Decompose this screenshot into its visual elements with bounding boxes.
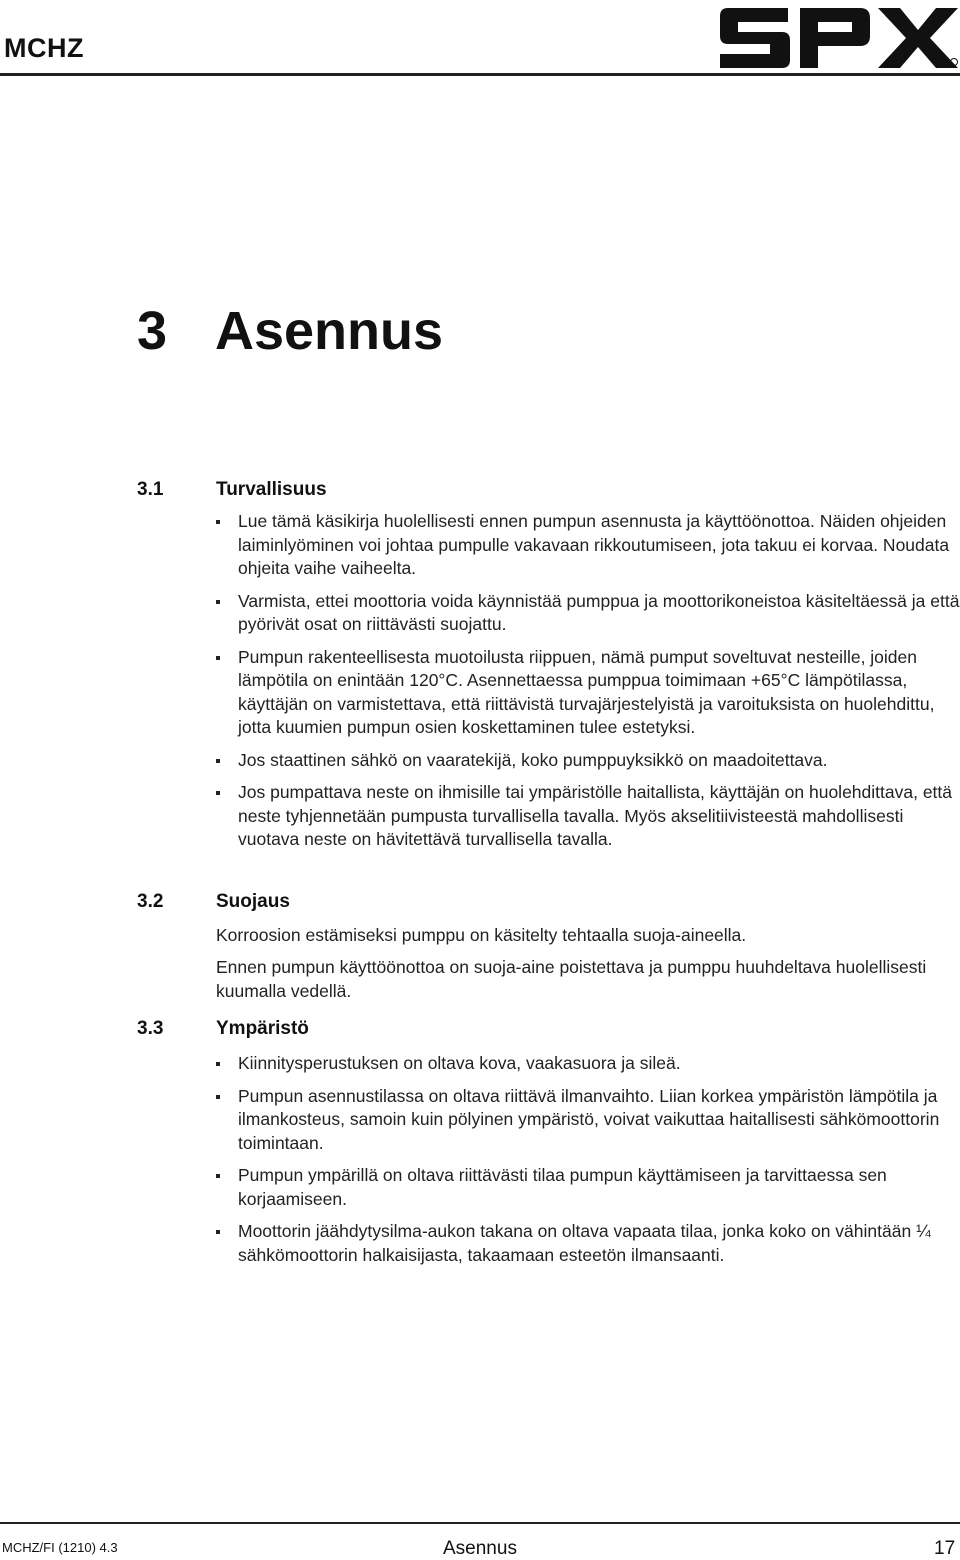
section-number: 3.1 bbox=[137, 479, 164, 500]
chapter-title: Asennus bbox=[215, 301, 444, 361]
section-title: Turvallisuus bbox=[216, 479, 327, 500]
section-title: Ympäristö bbox=[216, 1018, 309, 1039]
section-title: Suojaus bbox=[216, 891, 290, 912]
chapter-number: 3 bbox=[137, 301, 168, 361]
list-item: Lue tämä käsikirja huolellisesti ennen pumpun asennusta ja käyttöönottoa. Näiden ohjeiden laiminlyöminen voi johtaa pumpulle vakavaan rikkoutumiseen, jota takuu ei korvaa. Noudata ohjeita vaihe vaiheelta. bbox=[216, 510, 960, 581]
header-divider bbox=[0, 73, 960, 76]
chapter-heading bbox=[137, 300, 443, 362]
footer-divider bbox=[0, 1522, 960, 1524]
list-item: Jos staattinen sähkö on vaaratekijä, koko pumppuyksikkö on maadoitettava. bbox=[216, 749, 960, 773]
logo-letter-s bbox=[720, 8, 790, 68]
spx-logo bbox=[718, 2, 960, 72]
list-item: Pumpun rakenteellisesta muotoilusta riippuen, nämä pumput soveltuvat nesteille, joiden lämpötila on enintään 120°C. Asennettaessa pumppua toimimaan +65°C lämpötilassa, käyttäjän on varmistettava, että riittävistä turvajärjestelyistä ja varoituksista on huolehdittu, jotta kuumien pumpun osien koskettaminen tulee estetyksi. bbox=[216, 646, 960, 740]
section-number: 3.2 bbox=[137, 891, 164, 912]
logo-letter-x bbox=[878, 8, 958, 68]
list-item: Pumpun ympärillä on oltava riittävästi tilaa pumpun käyttämiseen ja tarvittaessa sen korjaamiseen. bbox=[216, 1164, 960, 1211]
section-heading-suojaus bbox=[137, 891, 290, 913]
footer-chapter-name: Asennus bbox=[443, 1538, 517, 1559]
list-item: Moottorin jäähdytysilma-aukon takana on oltava vapaata tilaa, jonka koko on vähintään ¼ sähkömoottorin halkaisijasta, takaamaan esteetön ilmansaanti. bbox=[216, 1220, 960, 1267]
page-number: 17 bbox=[934, 1538, 956, 1559]
paragraph: Korroosion estämiseksi pumppu on käsitelty tehtaalla suoja-aineella. bbox=[216, 925, 747, 945]
paragraph: Ennen pumpun käyttöönottoa on suoja-aine poistettava ja pumppu huuhdeltava huolellisesti kuumalla vedellä. bbox=[216, 957, 927, 1001]
list-item: Jos pumpattava neste on ihmisille tai ympäristölle haitallista, käyttäjän on huolehdittava, että neste tyhjennetään pumpusta turvallisella tavalla. Myös akselitiivisteestä mahdollisesti vuotava neste on hävitettävä turvallisella tavalla. bbox=[216, 781, 960, 852]
logo-letter-p bbox=[800, 8, 870, 68]
section-number: 3.3 bbox=[137, 1018, 164, 1039]
document-title: MCHZ bbox=[4, 33, 84, 63]
document-code: MCHZ/FI (1210) 4.3 bbox=[2, 1540, 118, 1555]
safety-bullet-list bbox=[216, 510, 960, 861]
section-heading-ymparisto bbox=[137, 1018, 309, 1040]
list-item: Kiinnitysperustuksen on oltava kova, vaakasuora ja sileä. bbox=[216, 1052, 960, 1076]
section-heading-turvallisuus bbox=[137, 479, 327, 501]
list-item: Varmista, ettei moottoria voida käynnistää pumppua ja moottorikoneistoa käsiteltäessä ja että pyörivät osat on riittävästi suojattu. bbox=[216, 590, 960, 637]
list-item: Pumpun asennustilassa on oltava riittävä ilmanvaihto. Liian korkea ympäristön lämpötila ja ilmankosteus, samoin kuin pölyinen ympäristö, voivat vaikuttaa haitallisesti sähkömoottorin toimintaan. bbox=[216, 1085, 960, 1156]
environment-bullet-list bbox=[216, 1052, 960, 1276]
